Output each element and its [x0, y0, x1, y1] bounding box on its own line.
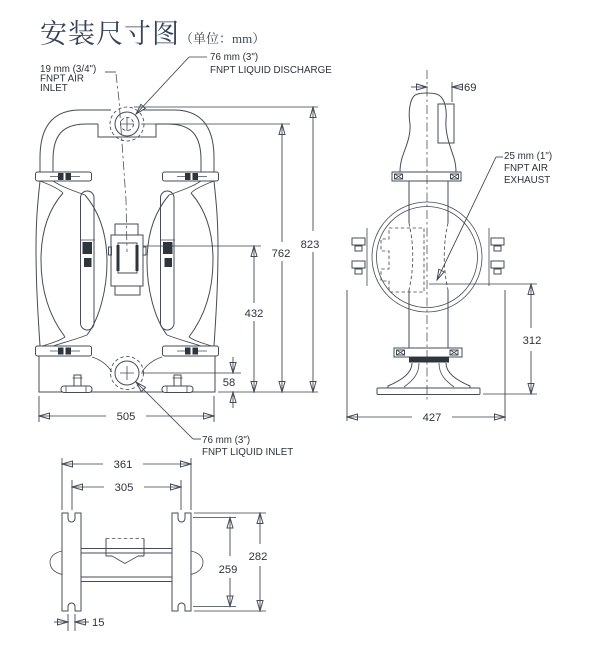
front-view [36, 52, 333, 458]
dim-center-height: 432 [244, 308, 264, 320]
dim-discharge-offset: 69 [464, 82, 477, 94]
side-view [347, 70, 552, 424]
air-valve-body [109, 224, 147, 295]
bottom-view [50, 458, 267, 631]
side-base [377, 348, 480, 395]
label-discharge-size: 76 mm (3") [210, 52, 259, 63]
label-inlet-line2: FNPT LIQUID INLET [202, 447, 294, 458]
unit-note: （单位：mm） [180, 31, 266, 46]
label-air-inlet-size: 19 mm (3/4") [40, 64, 97, 75]
label-exhaust-line2: FNPT AIR [504, 163, 548, 174]
discharge-port [110, 107, 144, 141]
tie-rods [80, 191, 175, 330]
side-dimension-lines [347, 82, 537, 421]
side-clamp-bolts [352, 228, 504, 286]
side-column [409, 181, 448, 348]
hidden-air-valve-outline [381, 228, 424, 292]
label-air-inlet-line3: INLET [40, 83, 68, 94]
dim-foot-outer-depth: 282 [248, 551, 268, 563]
dim-foot-outer-width: 361 [113, 459, 133, 471]
label-inlet-size: 76 mm (3") [202, 435, 251, 446]
dim-discharge-height: 762 [271, 248, 291, 260]
dim-slot-width: 15 [92, 617, 105, 629]
side-upper-flange [392, 172, 461, 181]
side-top-port [400, 93, 456, 172]
dim-inlet-height: 58 [222, 377, 236, 389]
diaphragm-chambers [36, 181, 218, 346]
label-exhaust-line3: EXHAUST [504, 175, 551, 186]
footprint-center-bracket [106, 539, 144, 564]
label-discharge-line2: FNPT LIQUID DISCHARGE [210, 65, 332, 76]
dim-overall-height: 823 [300, 239, 320, 251]
bottom-clamp-bands [36, 346, 219, 356]
label-air-inlet-line2: FNPT AIR [40, 73, 84, 85]
footprint-crossbars [81, 549, 172, 582]
dim-slot-span-width: 305 [114, 482, 134, 494]
bottom-dimension-lines [54, 458, 266, 631]
dim-overall-depth: 427 [422, 412, 442, 424]
top-clamp-bands [36, 172, 219, 181]
dim-center-to-base: 312 [522, 335, 542, 347]
dim-overall-width: 505 [116, 411, 136, 423]
front-centerline [116, 74, 127, 252]
title-text: 安装尺寸图 [40, 19, 180, 49]
label-exhaust-size: 25 mm (1") [504, 151, 553, 162]
footprint-feet [50, 513, 203, 611]
dim-slot-span-depth: 259 [218, 564, 238, 576]
